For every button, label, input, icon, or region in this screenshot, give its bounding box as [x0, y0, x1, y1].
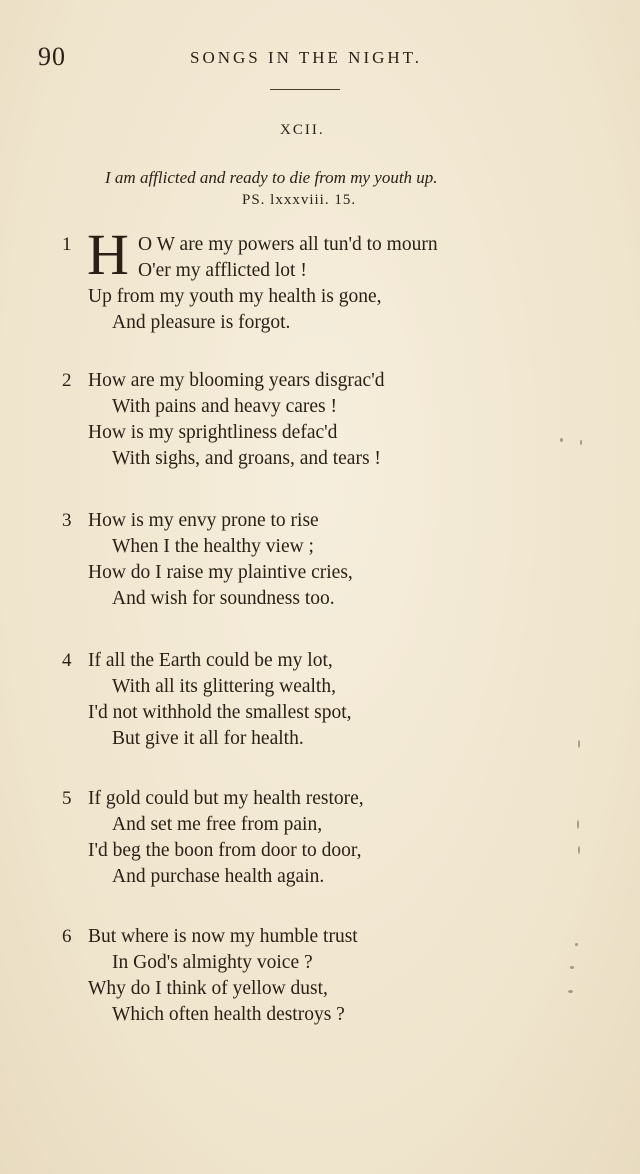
drop-cap: H: [87, 222, 129, 287]
stanza-line: But give it all for health.: [112, 728, 304, 749]
stanza-line: With pains and heavy cares !: [112, 396, 338, 417]
stanza-line: And purchase health again.: [112, 866, 325, 887]
stanza-number: 6: [62, 926, 72, 947]
paper-speck: [578, 740, 580, 748]
stanza-line: How are my blooming years disgrac'd: [88, 370, 385, 391]
paper-speck: [580, 440, 582, 445]
stanza-line: Which often health destroys ?: [112, 1004, 345, 1025]
stanza-number: 5: [62, 788, 72, 809]
stanza-line: O W are my powers all tun'd to mourn: [138, 234, 438, 255]
stanza-line: If gold could but my health restore,: [88, 788, 364, 809]
stanza-line: How is my sprightliness defac'd: [88, 422, 338, 443]
stanza-line: In God's almighty voice ?: [112, 952, 313, 973]
stanza-line: How is my envy prone to rise: [88, 510, 319, 531]
paper-speck: [575, 943, 578, 946]
stanza-line: And pleasure is forgot.: [112, 312, 291, 333]
paper-speck: [568, 990, 573, 993]
hymn-number: XCII.: [280, 122, 325, 138]
stanza-line: Why do I think of yellow dust,: [88, 978, 328, 999]
paper-speck: [578, 846, 580, 854]
stanza-line: I'd not withhold the smallest spot,: [88, 702, 352, 723]
scripture-reference: PS. lxxxviii. 15.: [242, 192, 357, 208]
paper-speck: [560, 438, 563, 442]
stanza-number: 1: [62, 234, 72, 255]
running-title: SONGS IN THE NIGHT.: [190, 48, 423, 67]
stanza-line: O'er my afflicted lot !: [138, 260, 307, 281]
stanza-line: How do I raise my plaintive cries,: [88, 562, 353, 583]
stanza-line: With sighs, and groans, and tears !: [112, 448, 381, 469]
stanza-line: With all its glittering wealth,: [112, 676, 336, 697]
stanza-line: But where is now my humble trust: [88, 926, 358, 947]
paper-speck: [577, 820, 579, 829]
stanza-line: And wish for soundness too.: [112, 588, 335, 609]
stanza-line: If all the Earth could be my lot,: [88, 650, 333, 671]
header-rule: [270, 89, 340, 90]
stanza-number: 2: [62, 370, 72, 391]
stanza-number: 4: [62, 650, 72, 671]
stanza-number: 3: [62, 510, 72, 531]
stanza-line: And set me free from pain,: [112, 814, 323, 835]
epigraph: I am afflicted and ready to die from my youth up.: [105, 168, 438, 187]
stanza-line: When I the healthy view ;: [112, 536, 314, 557]
stanza-line: Up from my youth my health is gone,: [88, 286, 382, 307]
paper-speck: [570, 966, 574, 969]
stanza-line: I'd beg the boon from door to door,: [88, 840, 362, 861]
page-number: 90: [38, 42, 66, 71]
